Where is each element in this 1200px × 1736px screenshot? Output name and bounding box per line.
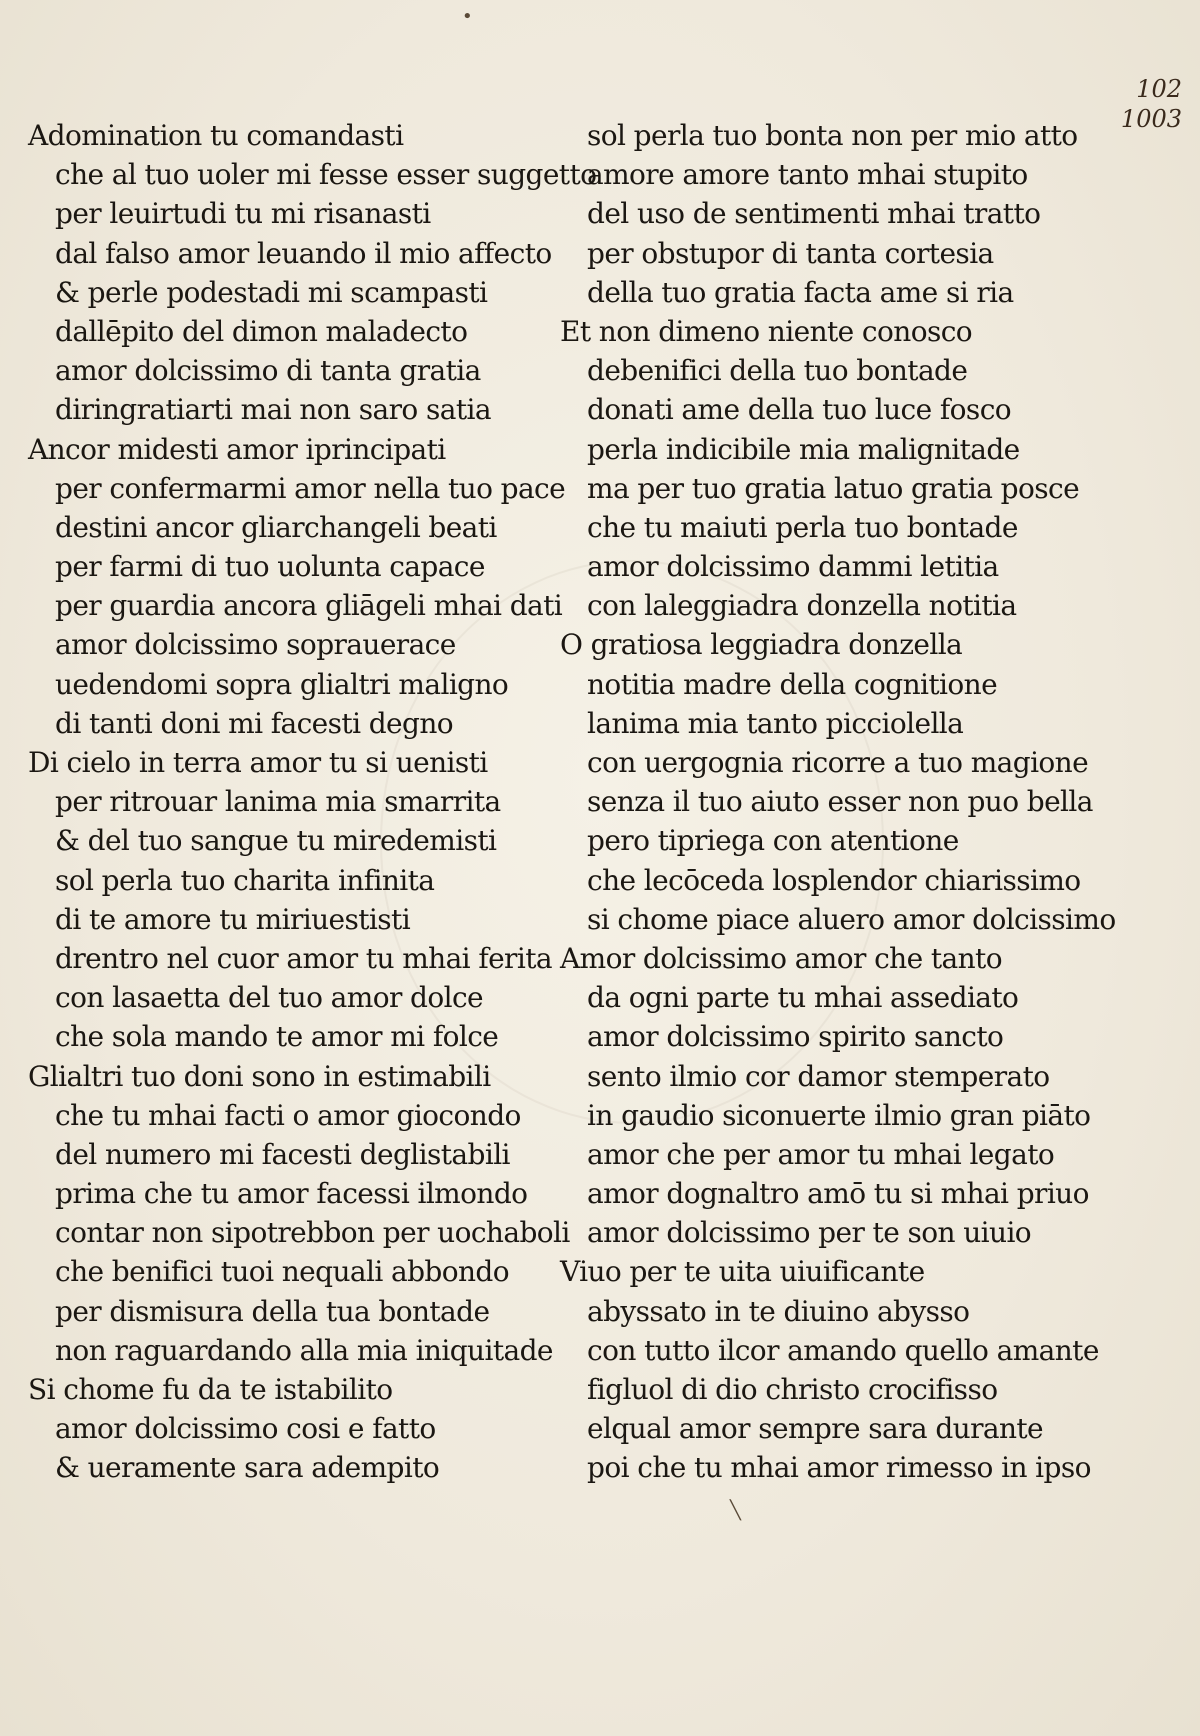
verse-line: in gaudio siconuerte ilmio gran piāto <box>587 1098 1091 1132</box>
verse-line: del numero mi facesti deglistabili <box>55 1137 510 1171</box>
verse-line: & perle podestadi mi scampasti <box>55 275 488 309</box>
ink-speck: ╲ <box>730 1500 741 1521</box>
verse-line: amor dolcissimo per te son uiuio <box>587 1216 1032 1250</box>
verse-line: amore amore tanto mhai stupito <box>587 158 1028 192</box>
verse-line: drentro nel cuor amor tu mhai ferita <box>55 941 552 975</box>
verse-line: amor dolcissimo soprauerace <box>55 628 456 662</box>
verse-line: con lasaetta del tuo amor dolce <box>55 981 484 1015</box>
text-column-right <box>560 116 1116 1488</box>
verse-line: per obstupor di tanta cortesia <box>587 236 994 270</box>
verse-line: debenifici della tuo bontade <box>587 354 968 388</box>
verse-line: diringratiarti mai non saro satia <box>55 393 491 427</box>
verse-line: per dismisura della tua bontade <box>55 1294 490 1328</box>
stanza-first-line: Adomination tu comandasti <box>28 119 404 152</box>
verse-line: & ueramente sara adempito <box>55 1451 440 1485</box>
stanza-first-line: Ancor midesti amor iprincipati <box>28 432 446 466</box>
verse-line: da ogni parte tu mhai assediato <box>587 981 1019 1015</box>
verse-line: contar non sipotrebbon per uochaboli <box>55 1216 570 1250</box>
verse-line: ma per tuo gratia latuo gratia posce <box>587 471 1080 505</box>
stanza-first-line: Si chome fu da te istabilito <box>28 1373 393 1406</box>
verse-line: che tu maiuti perla tuo bontade <box>587 510 1018 544</box>
verse-line: con tutto ilcor amando quello amante <box>587 1333 1099 1367</box>
verse-line: che al tuo uoler mi fesse esser suggetto <box>55 158 597 192</box>
verse-line: con laleggiadra donzella notitia <box>587 589 1017 623</box>
verse-line: per leuirtudi tu mi risanasti <box>55 197 431 231</box>
stanza-first-line: Viuo per te uita uiuificante <box>560 1255 925 1289</box>
verse-line: di te amore tu miriuestisti <box>55 902 411 936</box>
verse-line: amor dolcissimo cosi e fatto <box>55 1412 436 1446</box>
verse-line: che sola mando te amor mi folce <box>55 1020 499 1054</box>
verse-line: del uso de sentimenti mhai tratto <box>587 197 1041 231</box>
stanza-first-line: Glialtri tuo doni sono in estimabili <box>28 1059 491 1093</box>
foliation-note <box>1092 74 1182 134</box>
verse-line: che benifici tuoi nequali abbondo <box>55 1255 509 1289</box>
verse-line: amor dolcissimo dammi letitia <box>587 550 999 584</box>
ink-speck: • <box>462 6 473 27</box>
verse-line: pero tipriega con atentione <box>587 824 959 858</box>
verse-line: amor dognaltro amō tu si mhai priuo <box>587 1177 1089 1211</box>
verse-line: senza il tuo aiuto esser non puo bella <box>587 785 1093 819</box>
verse-line: di tanti doni mi facesti degno <box>55 706 454 740</box>
verse-line: sento ilmio cor damor stemperato <box>587 1059 1050 1093</box>
verse-line: amor che per amor tu mhai legato <box>587 1137 1055 1171</box>
verse-line: poi che tu mhai amor rimesso in ipso <box>587 1451 1091 1485</box>
verse-line: & del tuo sangue tu miredemisti <box>55 824 497 858</box>
verse-line: destini ancor gliarchangeli beati <box>55 510 497 544</box>
verse-line: della tuo gratia facta ame si ria <box>587 275 1014 309</box>
verse-line: sol perla tuo charita infinita <box>55 863 435 897</box>
verse-line: amor dolcissimo di tanta gratia <box>55 354 481 388</box>
verse-line: notitia madre della cognitione <box>587 667 998 701</box>
verse-line: amor dolcissimo spirito sancto <box>587 1020 1004 1054</box>
verse-line: abyssato in te diuino abysso <box>587 1294 970 1328</box>
stanza-first-line: Amor dolcissimo amor che tanto <box>560 941 1002 975</box>
verse-line: figluol di dio christo crocifisso <box>587 1373 998 1406</box>
verse-line: elqual amor sempre sara durante <box>587 1412 1044 1446</box>
text-column-left <box>28 116 597 1488</box>
verse-line: non raguardando alla mia iniquitade <box>55 1333 553 1367</box>
verse-line: si chome piace aluero amor dolcissimo <box>587 902 1116 936</box>
verse-line: uedendomi sopra glialtri maligno <box>55 667 509 701</box>
verse-line: dal falso amor leuando il mio affecto <box>55 236 552 270</box>
verse-line: per ritrouar lanima mia smarrita <box>55 785 501 819</box>
foliation-number-old: 102 <box>1136 75 1182 103</box>
verse-line: perla indicibile mia malignitade <box>587 432 1020 466</box>
stanza-first-line: Di cielo in terra amor tu si uenisti <box>28 746 488 779</box>
stanza-first-line: O gratiosa leggiadra donzella <box>560 628 963 662</box>
verse-line: che lecōceda losplendor chiarissimo <box>587 863 1081 897</box>
verse-line: sol perla tuo bonta non per mio atto <box>587 119 1078 152</box>
verse-line: che tu mhai facti o amor giocondo <box>55 1098 521 1132</box>
verse-line: per guardia ancora gliāgeli mhai dati <box>55 589 563 623</box>
verse-line: donati ame della tuo luce fosco <box>587 393 1012 427</box>
stanza-first-line: Et non dimeno niente conosco <box>560 314 973 348</box>
verse-line: lanima mia tanto picciolella <box>587 706 964 740</box>
verse-line: per farmi di tuo uolunta capace <box>55 550 485 584</box>
verse-line: prima che tu amor facessi ilmondo <box>55 1177 528 1211</box>
verse-line: con uergognia ricorre a tuo magione <box>587 746 1089 779</box>
foliation-number-new: 1003 <box>1120 105 1182 133</box>
verse-line: per confermarmi amor nella tuo pace <box>55 471 566 505</box>
verse-line: dallēpito del dimon maladecto <box>55 314 468 348</box>
